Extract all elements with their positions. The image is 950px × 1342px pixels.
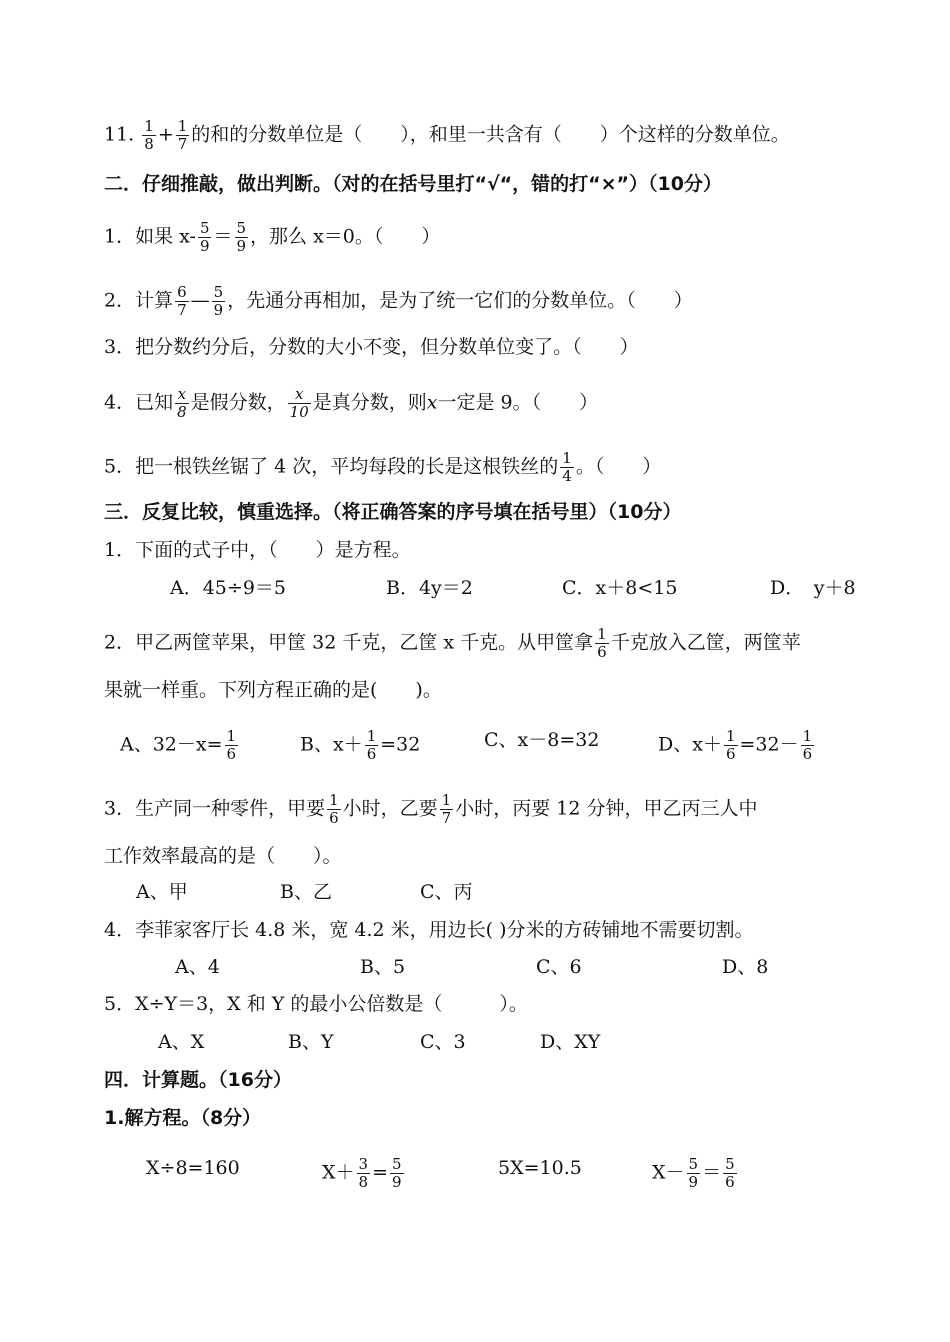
option-c: C、丙 [420,881,473,903]
equation-4: X－ $\frac{5}{9}$ ＝ $\frac{5}{6}$ [652,1155,735,1191]
fraction: $\frac{1}{6}$ [329,791,339,827]
fraction: $\frac{1}{6}$ [802,727,813,763]
choice-question-5: 5．X÷Y＝3，X 和 Y 的最小公倍数是（ ）。 [104,993,528,1015]
option-a: A、X [158,1031,205,1053]
option-a: A、甲 [136,881,188,903]
fraction: $\frac{1}{7}$ [441,791,452,827]
section-2-title: 二．仔细推敲，做出判断。（对的在括号里打“√“，错的打“×”）（10分） [104,173,722,195]
fraction: $\frac{5}{6}$ [725,1155,735,1191]
fraction: $\frac{x}{8}$ [177,385,187,421]
option-d: D、8 [722,956,769,978]
option-b: B、乙 [280,881,332,903]
option-b: B、5 [360,956,406,978]
judge-question-3: 3．把分数约分后，分数的大小不变，但分数单位变了。（ ） [104,336,639,358]
judge-question-1: 1．如果 x- $\frac{5}{9}$ ＝ $\frac{5}{9}$ ，那么 x＝0。（ ） [104,219,441,255]
option-a: A．45÷9＝5 [170,577,286,599]
fraction: $\frac{1}{6}$ [597,625,607,661]
subsection-title: 1.解方程。（8分） [104,1107,262,1129]
option-a: A、4 [175,956,220,978]
option-c: C、3 [420,1031,466,1053]
judge-question-5: 5．把一根铁丝锯了 4 次，平均每段的长是这根铁丝的 $\frac{1}{4}$ 。（ ） [104,449,662,485]
choice-question-3-line-2: 工作效率最高的是（ ）。 [104,845,342,867]
question-number: 11. [104,123,135,146]
fraction: $\frac{1}{7}$ [177,117,188,153]
option-c: C．x＋8<15 [562,577,678,599]
choice-question-4: 4．李菲家客厅长 4.8 米，宽 4.2 米，用边长( )分米的方砖铺地不需要切割。 [104,919,754,941]
judge-question-2: 2．计算 $\frac{6}{7}$ — $\frac{5}{9}$ ，先通分再相加，是为了统一它们的分数单位。（ ） [104,283,693,319]
choice-question-2-line-2: 果就一样重。下列方程正确的是( )。 [104,679,442,701]
option-b: B、x＋ $\frac{1}{6}$ =32 [300,727,421,763]
option-a: A、32－x= $\frac{1}{6}$ [120,727,237,763]
option-b: B．4y＝2 [386,577,473,599]
fraction: $\frac{1}{6}$ [725,727,736,763]
option-b: B、Y [288,1031,334,1053]
choice-question-1: 1．下面的式子中，（ ）是方程。 [104,539,411,561]
option-c: C、6 [536,956,582,978]
fraction: $\frac{1}{4}$ [562,449,572,485]
fraction: $\frac{5}{9}$ [199,219,210,255]
fraction: $\frac{1}{6}$ [366,727,377,763]
equation-3: 5X=10.5 [498,1157,582,1179]
judge-question-4: 4．已知 $\frac{x}{8}$ 是假分数， $\frac{x}{10}$ 是真分数，则x一定是 9。（ ） [104,385,599,421]
fraction: $\frac{5}{9}$ [236,219,247,255]
fraction: $\frac{x}{10}$ [289,385,309,421]
fraction: $\frac{5}{9}$ [213,283,224,319]
fraction: $\frac{1}{8}$ [144,117,154,153]
option-d: D、XY [540,1031,601,1053]
option-d: D、x＋ $\frac{1}{6}$ =32－ $\frac{1}{6}$ [658,727,813,763]
fraction: $\frac{5}{9}$ [688,1155,699,1191]
section-3-title: 三．反复比较，慎重选择。（将正确答案的序号填在括号里）（10分） [104,501,682,523]
choice-question-3: 3．生产同一种零件，甲要 $\frac{1}{6}$ 小时，乙要 $\frac{1}{7}$ 小时，丙要 12 分钟，甲乙丙三人中 [104,791,758,827]
question-text: 的和的分数单位是（ ），和里一共含有（ ）个这样的分数单位。 [191,123,790,146]
equation-2: X＋ $\frac{3}{8}$ = $\frac{5}{9}$ [322,1155,402,1191]
question-11: 11. $\frac{1}{8}$ + $\frac{1}{7}$ 的和的分数单位是（ ），和里一共含有（ ）个这样的分数单位。 [104,117,790,153]
fraction: $\frac{1}{6}$ [226,727,237,763]
option-d: D． y＋8 [770,577,856,599]
fraction: $\frac{3}{8}$ [358,1155,369,1191]
fraction: $\frac{6}{7}$ [177,283,187,319]
option-c: C、x－8=32 [484,729,600,751]
choice-question-2: 2．甲乙两筐苹果，甲筐 32 千克，乙筐 x 千克。从甲筐拿 $\frac{1}{6}$ 千克放入乙筐，两筐苹 [104,625,801,661]
equation-1: X÷8=160 [146,1157,240,1179]
fraction: $\frac{5}{9}$ [392,1155,402,1191]
section-4-title: 四．计算题。（16分） [104,1069,292,1091]
